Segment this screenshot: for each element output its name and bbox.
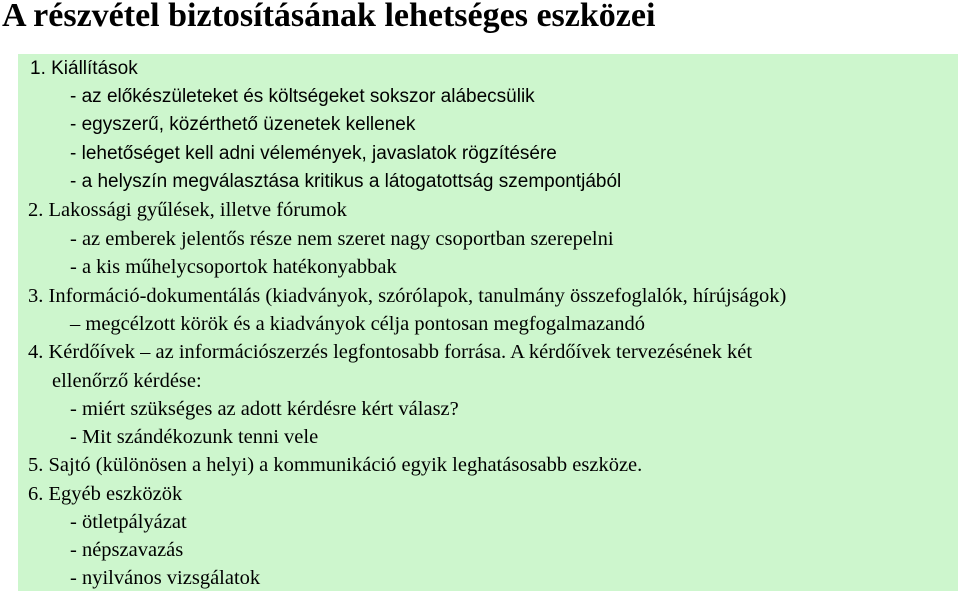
content-box — [18, 54, 958, 591]
item-2-heading: 2. Lakossági gyűlések, illetve fórumok — [28, 199, 347, 221]
item-5-heading: 5. Sajtó (különösen a helyi) a kommunikáció egyik leghatásosabb eszköze. — [28, 454, 643, 476]
item-6-line-1: - ötletpályázat — [70, 511, 187, 533]
item-3-line-1: – megcélzott körök és a kiadványok célja pontosan megfogalmazandó — [70, 313, 645, 335]
item-1-line-3: - lehetőséget kell adni vélemények, javaslatok rögzítésére — [70, 143, 557, 164]
item-1-line-1: - az előkészületeket és költségeket sokszor alábecsülik — [70, 86, 535, 107]
item-1-line-2: - egyszerű, közérthető üzenetek kellenek — [70, 114, 416, 135]
item-6-line-2: - népszavazás — [70, 539, 184, 561]
item-1-line-4: - a helyszín megválasztása kritikus a látogatottság szempontjából — [70, 171, 622, 192]
item-4-line-3: - Mit szándékozunk tenni vele — [70, 426, 319, 448]
item-6-line-3: - nyilvános vizsgálatok — [70, 567, 261, 589]
item-4-line-2: - miért szükséges az adott kérdésre kért válasz? — [70, 398, 459, 420]
item-2-line-2: - a kis műhelycsoportok hatékonyabbak — [70, 256, 397, 278]
item-2-line-1: - az emberek jelentős része nem szeret nagy csoportban szerepelni — [70, 228, 614, 250]
item-3-heading: 3. Információ-dokumentálás (kiadványok, szórólapok, tanulmány összefoglalók, hírújságok) — [28, 285, 787, 307]
item-4-heading: 4. Kérdőívek – az információszerzés legfontosabb forrása. A kérdőívek tervezésének két — [28, 341, 753, 363]
item-1-heading: 1. Kiállítások — [30, 58, 138, 79]
page-title: A részvétel biztosításának lehetséges eszközei — [2, 0, 656, 34]
item-4-line-1: ellenőrző kérdése: — [52, 370, 202, 392]
item-6-heading: 6. Egyéb eszközök — [28, 483, 183, 505]
